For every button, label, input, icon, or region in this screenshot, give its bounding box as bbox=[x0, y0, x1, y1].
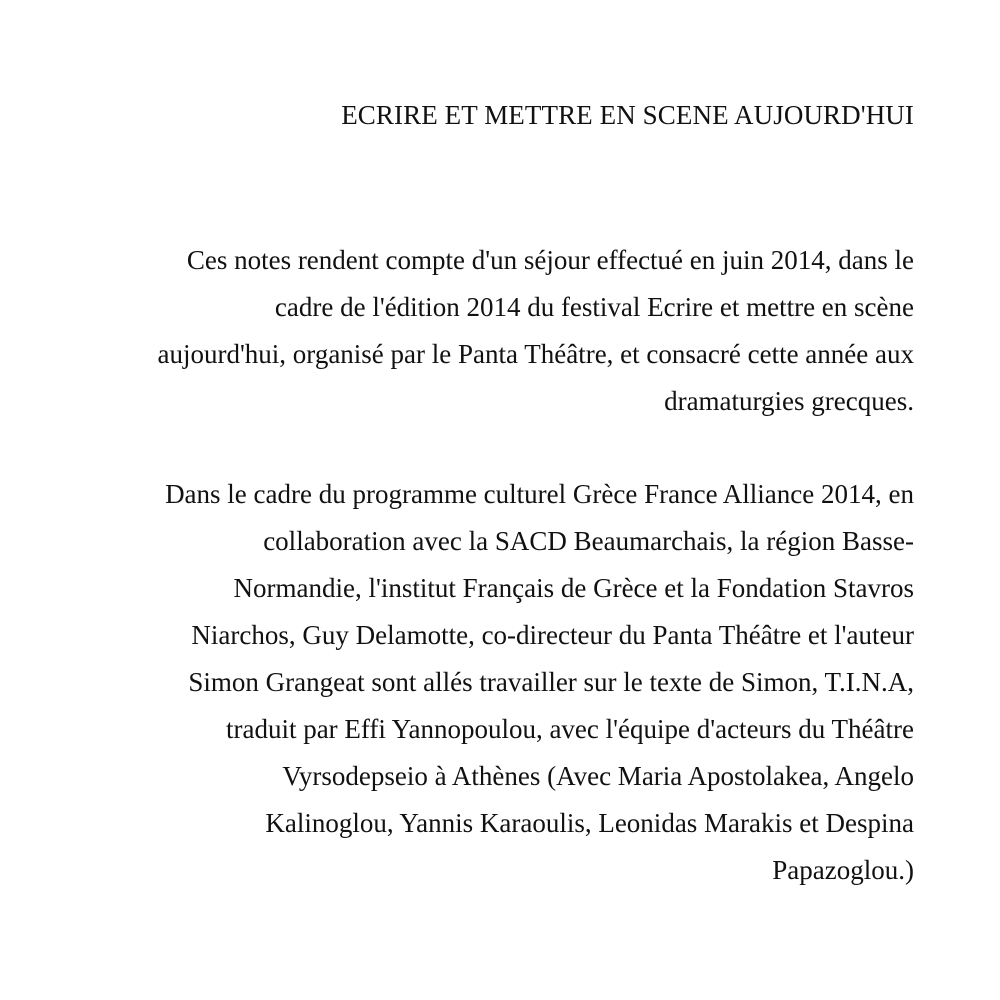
text-line: collaboration avec la SACD Beaumarchais, la région Basse- bbox=[263, 526, 914, 556]
text-line: Vyrsodepseio à Athènes (Avec Maria Apostolakea, Angelo bbox=[282, 761, 914, 791]
paragraph-festival-notes bbox=[157, 237, 914, 425]
text-line: Ces notes rendent compte d'un séjour effectué en juin 2014, dans le bbox=[186, 245, 914, 275]
text-line: Kalinoglou, Yannis Karaoulis, Leonidas Marakis et Despina bbox=[265, 808, 914, 838]
text-line: Normandie, l'institut Français de Grèce et la Fondation Stavros bbox=[233, 573, 914, 603]
text-line: traduit par Effi Yannopoulou, avec l'équipe d'acteurs du Théâtre bbox=[225, 714, 914, 744]
text-line: cadre de l'édition 2014 du festival Ecrire et mettre en scène bbox=[274, 292, 914, 322]
document-title: ECRIRE ET METTRE EN SCENE AUJOURD'HUI bbox=[341, 100, 914, 130]
text-line: Simon Grangeat sont allés travailler sur le texte de Simon, T.I.N.A, bbox=[188, 667, 914, 697]
text-line: dramaturgies grecques. bbox=[664, 386, 914, 416]
text-line: aujourd'hui, organisé par le Panta Théâtre, et consacré cette année aux bbox=[157, 339, 914, 369]
text-line: Niarchos, Guy Delamotte, co-directeur du Panta Théâtre et l'auteur bbox=[191, 620, 914, 650]
text-line: Papazoglou.) bbox=[772, 855, 914, 885]
paragraph-program-context bbox=[165, 471, 914, 894]
text-line: Dans le cadre du programme culturel Grèce France Alliance 2014, en bbox=[165, 479, 914, 509]
